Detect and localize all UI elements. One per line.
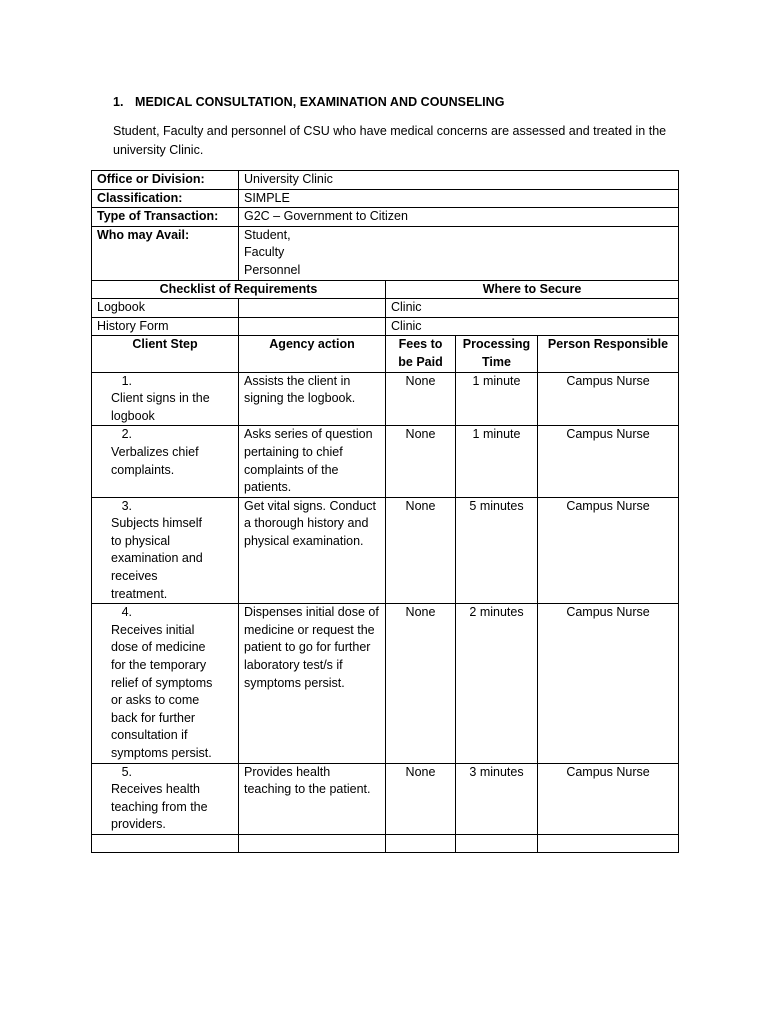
requirement-where: Clinic [386, 317, 679, 336]
avail-personnel: Personnel [244, 262, 301, 277]
processing-time-cell: 2 minutes [456, 604, 538, 763]
person-responsible-header: Person Responsible [538, 336, 679, 372]
agency-action-cell: Assists the client in signing the logbook. [239, 372, 386, 426]
person-responsible-cell: Campus Nurse [538, 497, 679, 604]
client-step-cell [92, 497, 239, 604]
section-number: 1. [113, 95, 124, 109]
section-intro: Student, Faculty and personnel of CSU who have medical concerns are assessed and treated in the university Clinic. [113, 124, 667, 157]
empty-cell [239, 834, 386, 852]
agency-action-cell: Dispenses initial dose of medicine or request the patient to go for further laboratory test/s if symptoms persist. [239, 604, 386, 763]
avail-student: Student, [244, 227, 291, 242]
avail-faculty: Faculty [244, 245, 285, 260]
requirement-name: Logbook [92, 299, 239, 318]
empty-cell [538, 834, 679, 852]
fees-header: Fees to be Paid [386, 336, 456, 372]
step-number: 4. [121, 605, 132, 620]
client-step-cell [92, 604, 239, 763]
fees-cell: None [386, 604, 456, 763]
agency-action-cell: Provides health teaching to the patient. [239, 763, 386, 834]
fees-cell: None [386, 497, 456, 604]
requirement-where: Clinic [386, 299, 679, 318]
checklist-header: Checklist of Requirements [92, 280, 386, 299]
agency-action-cell: Get vital signs. Conduct a thorough history and physical examination. [239, 497, 386, 604]
client-step-header: Client Step [92, 336, 239, 372]
requirement-row [92, 317, 679, 336]
person-responsible-cell: Campus Nurse [538, 372, 679, 426]
requirement-spacer [239, 299, 386, 318]
classification-label: Classification: [92, 189, 239, 208]
processing-time-cell: 1 minute [456, 372, 538, 426]
processing-time-header: Processing Time [456, 336, 538, 372]
transaction-label: Type of Transaction: [92, 208, 239, 227]
step-number: 5. [121, 764, 132, 779]
empty-row [92, 834, 679, 852]
office-label: Office or Division: [92, 171, 239, 190]
classification-row [92, 189, 679, 208]
agency-action-header: Agency action [239, 336, 386, 372]
requirement-row [92, 299, 679, 318]
step-number: 3. [121, 498, 132, 513]
office-row [92, 171, 679, 190]
empty-cell [456, 834, 538, 852]
step-row [92, 497, 679, 604]
client-step-cell [92, 426, 239, 497]
fees-cell: None [386, 372, 456, 426]
empty-cell [386, 834, 456, 852]
agency-action-cell: Asks series of question pertaining to chief complaints of the patients. [239, 426, 386, 497]
where-header: Where to Secure [386, 280, 679, 299]
client-step-cell [92, 763, 239, 834]
client-step-text: Receives initial dose of medicine for the temporary relief of symptoms or asks to come back for further consultation if symptoms persist. [111, 622, 213, 760]
client-step-cell [92, 372, 239, 426]
section-heading [113, 94, 505, 112]
fees-cell: None [386, 763, 456, 834]
client-step-text: Subjects himself to physical examination and receives treatment. [111, 516, 203, 601]
client-step-text: Verbalizes chief complaints. [111, 444, 199, 477]
requirement-name: History Form [92, 317, 239, 336]
step-row [92, 604, 679, 763]
transaction-row [92, 208, 679, 227]
avail-label: Who may Avail: [92, 226, 239, 280]
client-step-text: Receives health teaching from the providers. [111, 782, 208, 832]
person-responsible-cell: Campus Nurse [538, 426, 679, 497]
processing-time-cell: 5 minutes [456, 497, 538, 604]
avail-row [92, 226, 679, 280]
empty-cell [92, 834, 239, 852]
step-number: 1. [121, 373, 132, 388]
fees-cell: None [386, 426, 456, 497]
step-number: 2. [121, 427, 132, 442]
requirement-spacer [239, 317, 386, 336]
person-responsible-cell: Campus Nurse [538, 763, 679, 834]
classification-value: SIMPLE [239, 189, 679, 208]
step-row [92, 372, 679, 426]
office-value: University Clinic [239, 171, 679, 190]
step-row [92, 426, 679, 497]
avail-values [239, 226, 679, 280]
section-title: MEDICAL CONSULTATION, EXAMINATION AND COUNSELING [135, 95, 505, 109]
client-step-text: Client signs in the logbook [111, 391, 210, 423]
person-responsible-cell: Campus Nurse [538, 604, 679, 763]
transaction-value: G2C – Government to Citizen [239, 208, 679, 227]
processing-time-cell: 3 minutes [456, 763, 538, 834]
step-row [92, 763, 679, 834]
steps-header-row [92, 336, 679, 372]
requirements-header-row [92, 280, 679, 299]
processing-time-cell: 1 minute [456, 426, 538, 497]
service-table [91, 170, 679, 853]
